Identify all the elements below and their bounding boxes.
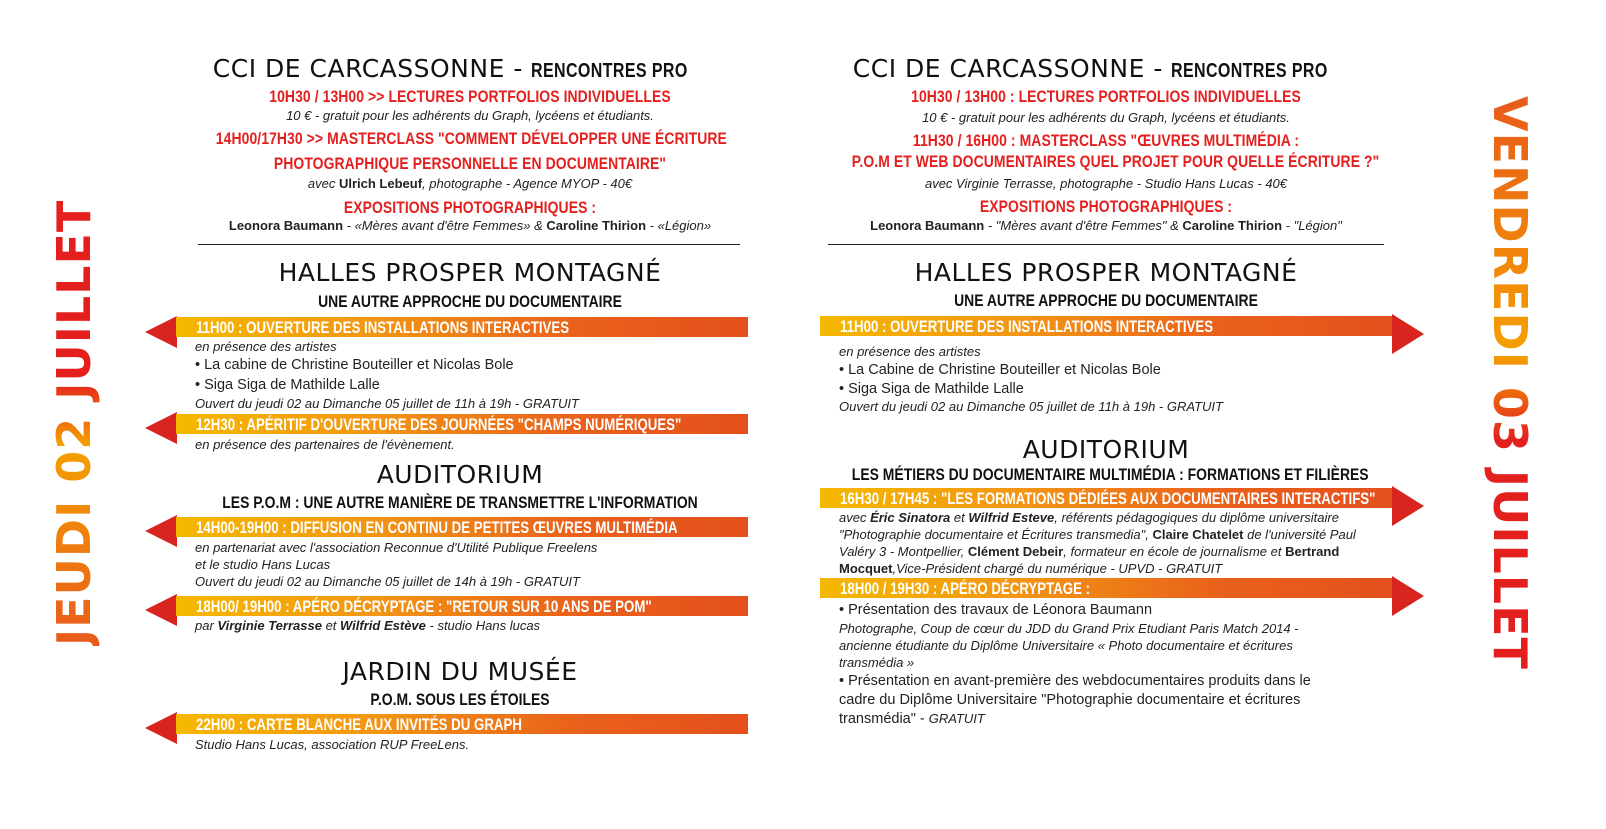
event-detail: transmédia" - GRATUIT [839,711,985,727]
venue-halles-left: HALLES PROSPER MONTAGNÉ [278,258,662,287]
ribbon-tail [145,594,177,626]
event-detail: en présence des partenaires de l'évènement. [195,437,455,452]
event-detail: en présence des artistes [195,339,337,354]
event-band: 18H00 / 19H30 : APÉRO DÉCRYPTAGE : [820,578,1392,598]
event-detail: Valéry 3 - Montpellier, Clément Debeir, formateur en école de journalisme et Bertrand [839,544,1340,559]
cci-line2b: PHOTOGRAPHIQUE PERSONNELLE EN DOCUMENTAIRE" [273,154,667,173]
day-title-left: JEUDI 02 JUILLET [47,199,101,646]
event-detail: Ouvert du jeudi 02 au Dimanche 05 juillet de 11h à 19h - GRATUIT [195,396,579,411]
event-detail: • Siga Siga de Mathilde Lalle [839,381,1024,397]
cci-line1: 10H30 / 13H00 >> LECTURES PORTFOLIOS INDIVIDUELLES [269,87,671,106]
event-detail: Ouvert du jeudi 02 au Dimanche 05 juillet de 11h à 19h - GRATUIT [839,399,1223,414]
halles-subtitle: UNE AUTRE APPROCHE DU DOCUMENTAIRE [954,291,1258,310]
event-detail: Photographe, Coup de cœur du JDD du Grand Prix Etudiant Paris Match 2014 - [839,621,1299,636]
auditorium-subtitle: LES P.O.M : UNE AUTRE MANIÈRE DE TRANSMETTRE L'INFORMATION [222,493,698,512]
event-detail: Ouvert du jeudi 02 au Dimanche 05 juillet de 14h à 19h - GRATUIT [195,574,580,589]
event-band: 11H00 : OUVERTURE DES INSTALLATIONS INTERACTIVES [820,316,1392,336]
cci-line2a: 11H30 / 16H00 : MASTERCLASS "ŒUVRES MULTIMÉDIA : [912,131,1300,150]
event-detail: en partenariat avec l'association Reconnue d'Utilité Publique Freelens [195,540,598,555]
divider [828,244,1384,245]
ribbon-tail [145,515,177,547]
cci-line2a: 14H00/17H30 >> MASTERCLASS "COMMENT DÉVELOPPER UNE ÉCRITURE [215,129,727,148]
ribbon-tail [145,412,177,444]
event-detail: • La Cabine de Christine Bouteiller et Nicolas Bole [839,362,1161,378]
event-band: 22H00 : CARTE BLANCHE AUX INVITÉS DU GRAPH [176,714,748,734]
event-detail: et le studio Hans Lucas [195,557,331,572]
event-detail: ancienne étudiante du Diplôme Universitaire « Photo documentaire et écritures [839,638,1293,653]
venue-auditorium-right: AUDITORIUM [1022,435,1190,464]
event-detail: "Photographie documentaire et Écritures transmedia", Claire Chatelet de l'université Paul [839,527,1356,542]
ribbon-tail [1392,576,1424,616]
ribbon-tail [145,712,177,744]
event-detail: • Présentation des travaux de Léonora Baumann [839,602,1153,618]
venue-cci-right: CCI DE CARCASSONNE - RENCONTRES PRO [852,54,1329,83]
event-detail: • Siga Siga de Mathilde Lalle [195,377,380,393]
venue-auditorium-left: AUDITORIUM [376,460,544,489]
ribbon-tail [1392,486,1424,526]
cci-line2-with: avec Virginie Terrasse, photographe - Studio Hans Lucas - 40€ [924,176,1288,191]
cci-expo-artists: Leonora Baumann - «Mères avant d'être Femmes» & Caroline Thirion - «Légion» [228,218,712,233]
event-band: 12H30 : APÉRITIF D'OUVERTURE DES JOURNÉES "CHAMPS NUMÉRIQUES" [176,414,748,434]
venue-cci-left: CCI DE CARCASSONNE - RENCONTRES PRO [212,54,689,83]
event-detail: par Virginie Terrasse et Wilfrid Estève - studio Hans lucas [195,618,541,633]
event-detail: • Présentation en avant-première des webdocumentaires produits dans le [839,673,1311,689]
event-band: 16H30 / 17H45 : "LES FORMATIONS DÉDIÉES AUX DOCUMENTAIRES INTERACTIFS" [820,488,1392,508]
jardin-subtitle: P.O.M. SOUS LES ÉTOILES [370,690,550,709]
event-band: 14H00-19H00 : DIFFUSION EN CONTINU DE PETITES ŒUVRES MULTIMÉDIA [176,517,748,537]
cci-line2-with: avec Ulrich Lebeuf, photographe - Agence MYOP - 40€ [307,176,633,191]
day-title-right: VENDREDI 03 JUILLET [1483,96,1537,670]
venue-jardin: JARDIN DU MUSÉE [342,657,578,686]
cci-line2b: P.O.M ET WEB DOCUMENTAIRES QUEL PROJET POUR QUELLE ÉCRITURE ?" [851,152,1380,171]
event-detail: cadre du Diplôme Universitaire "Photographie documentaire et écritures [839,692,1301,708]
ribbon-tail [145,316,177,348]
event-detail: en présence des artistes [839,344,981,359]
event-detail: avec Éric Sinatora et Wilfrid Esteve, référents pédagogiques du diplôme universitaire [839,510,1339,525]
event-detail: transmédia » [839,655,915,670]
cci-line1-note: 10 € - gratuit pour les adhérents du Graph, lycéens et étudiants. [922,110,1290,125]
event-band: 18H00/ 19H00 : APÉRO DÉCRYPTAGE : "RETOUR SUR 10 ANS DE POM" [176,596,748,616]
ribbon-tail [1392,314,1424,354]
divider [198,244,740,245]
event-band: 11H00 : OUVERTURE DES INSTALLATIONS INTERACTIVES [176,317,748,337]
cci-expo: EXPOSITIONS PHOTOGRAPHIQUES : [343,198,597,217]
event-detail: Mocquet,Vice-Président chargé du numérique - UPVD - GRATUIT [839,561,1223,576]
cci-expo: EXPOSITIONS PHOTOGRAPHIQUES : [979,197,1233,216]
venue-halles-right: HALLES PROSPER MONTAGNÉ [914,258,1298,287]
event-detail: • La cabine de Christine Bouteiller et Nicolas Bole [195,357,514,373]
auditorium-subtitle: LES MÉTIERS DU DOCUMENTAIRE MULTIMÉDIA : FORMATIONS ET FILIÈRES [851,465,1369,484]
cci-line1: 10H30 / 13H00 : LECTURES PORTFOLIOS INDIVIDUELLES [911,87,1301,106]
event-detail: Studio Hans Lucas, association RUP FreeLens. [195,737,470,752]
cci-line1-note: 10 € - gratuit pour les adhérents du Graph, lycéens et étudiants. [286,108,654,123]
halles-subtitle: UNE AUTRE APPROCHE DU DOCUMENTAIRE [318,292,622,311]
cci-expo-artists: Leonora Baumann - "Mères avant d'être Femmes" & Caroline Thirion - "Légion" [870,218,1342,233]
